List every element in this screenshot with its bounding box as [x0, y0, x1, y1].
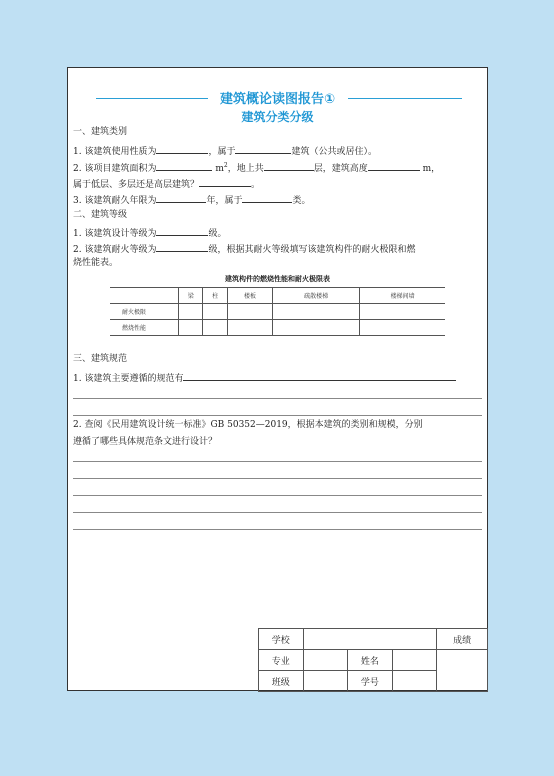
- s1-question2: 2. 该项目建筑面积为 $m^2$，地上共 层，建筑高度 m，: [73, 162, 441, 174]
- table-cell[interactable]: [179, 320, 203, 336]
- col-slab: 楼板: [227, 288, 272, 304]
- floors-field[interactable]: [264, 160, 314, 171]
- answer-line[interactable]: [73, 478, 482, 479]
- fire-table-corner: [110, 288, 179, 304]
- table-cell[interactable]: [203, 320, 227, 336]
- section3-heading: 三、建筑规范: [73, 354, 128, 364]
- fire-table-caption: 建筑构件的燃烧性能和耐火极限表: [225, 275, 330, 283]
- durability-class-field[interactable]: [242, 192, 292, 203]
- s1-question3: 3. 该建筑耐久年限为 年，属于 类。: [73, 192, 310, 207]
- table-cell[interactable]: [203, 304, 227, 320]
- use-type-field[interactable]: [156, 143, 208, 154]
- design-grade-field[interactable]: [156, 225, 208, 236]
- class-field[interactable]: [303, 671, 348, 692]
- row-combustibility: 燃烧性能: [110, 320, 179, 336]
- durability-years-field[interactable]: [156, 192, 206, 203]
- col-beam: 梁: [179, 288, 203, 304]
- col-stair-wall: 楼梯间墙: [360, 288, 445, 304]
- answer-line[interactable]: [73, 398, 482, 399]
- answer-line[interactable]: [73, 461, 482, 462]
- height-class-field[interactable]: [199, 176, 251, 187]
- building-height-field[interactable]: [368, 160, 420, 171]
- answer-line[interactable]: [73, 529, 482, 530]
- s1-question2-line2: 属于低层、多层还是高层建筑？ 。: [73, 176, 260, 191]
- title-row: [68, 88, 487, 108]
- report-sheet: [67, 67, 488, 691]
- name-label: 姓名: [348, 650, 393, 671]
- s1-question1: 1. 该建筑使用性质为 ，属于 建筑（公共或居住）。: [73, 143, 377, 158]
- score-field[interactable]: [437, 650, 488, 692]
- s2-question2-line2: 烧性能表。: [73, 258, 119, 268]
- fire-grade-field[interactable]: [156, 241, 208, 252]
- name-field[interactable]: [392, 650, 437, 671]
- school-label: 学校: [259, 629, 304, 650]
- section2-heading: 二、建筑等级: [73, 210, 128, 220]
- answer-line[interactable]: [73, 495, 482, 496]
- building-category-field[interactable]: [235, 143, 291, 154]
- table-cell[interactable]: [273, 320, 360, 336]
- codes-field[interactable]: [183, 370, 456, 381]
- table-cell[interactable]: [227, 320, 272, 336]
- score-label: 成绩: [437, 629, 488, 650]
- table-cell[interactable]: [227, 304, 272, 320]
- table-cell[interactable]: [360, 320, 445, 336]
- answer-line[interactable]: [73, 512, 482, 513]
- col-evac-stair: 疏散楼梯: [273, 288, 360, 304]
- table-cell[interactable]: [360, 304, 445, 320]
- major-field[interactable]: [303, 650, 348, 671]
- row-fire-resistance: 耐火极限: [110, 304, 179, 320]
- table-row: [110, 304, 445, 320]
- table-cell[interactable]: [179, 304, 203, 320]
- s3-question2: 2. 查阅《民用建筑设计统一标准》GB 50352—2019，根据本建筑的类别和规模，分别: [73, 420, 423, 430]
- section1-heading: 一、建筑类别: [73, 127, 128, 137]
- col-column: 柱: [203, 288, 227, 304]
- student-info-table: [258, 628, 488, 692]
- s2-question2: 2. 该建筑耐火等级为 级，根据其耐火等级填写该建筑构件的耐火极限和燃: [73, 241, 415, 256]
- class-label: 班级: [259, 671, 304, 692]
- answer-line[interactable]: [73, 415, 482, 416]
- student-id-label: 学号: [348, 671, 393, 692]
- table-row: [110, 320, 445, 336]
- s3-question2-line2: 遵循了哪些具体规范条文进行设计？: [73, 437, 218, 447]
- student-id-field[interactable]: [392, 671, 437, 692]
- floor-area-field[interactable]: [156, 160, 212, 171]
- fire-table-header: [110, 288, 445, 304]
- table-cell[interactable]: [273, 304, 360, 320]
- s3-question1: 1. 该建筑主要遵循的规范有: [73, 370, 456, 385]
- major-label: 专业: [259, 650, 304, 671]
- school-field[interactable]: [303, 629, 437, 650]
- report-title: 建筑概论读图报告①: [214, 92, 341, 107]
- report-subtitle: 建筑分类分级: [241, 110, 314, 124]
- fire-table: [110, 287, 445, 336]
- s2-question1: 1. 该建筑设计等级为 级。: [73, 225, 226, 240]
